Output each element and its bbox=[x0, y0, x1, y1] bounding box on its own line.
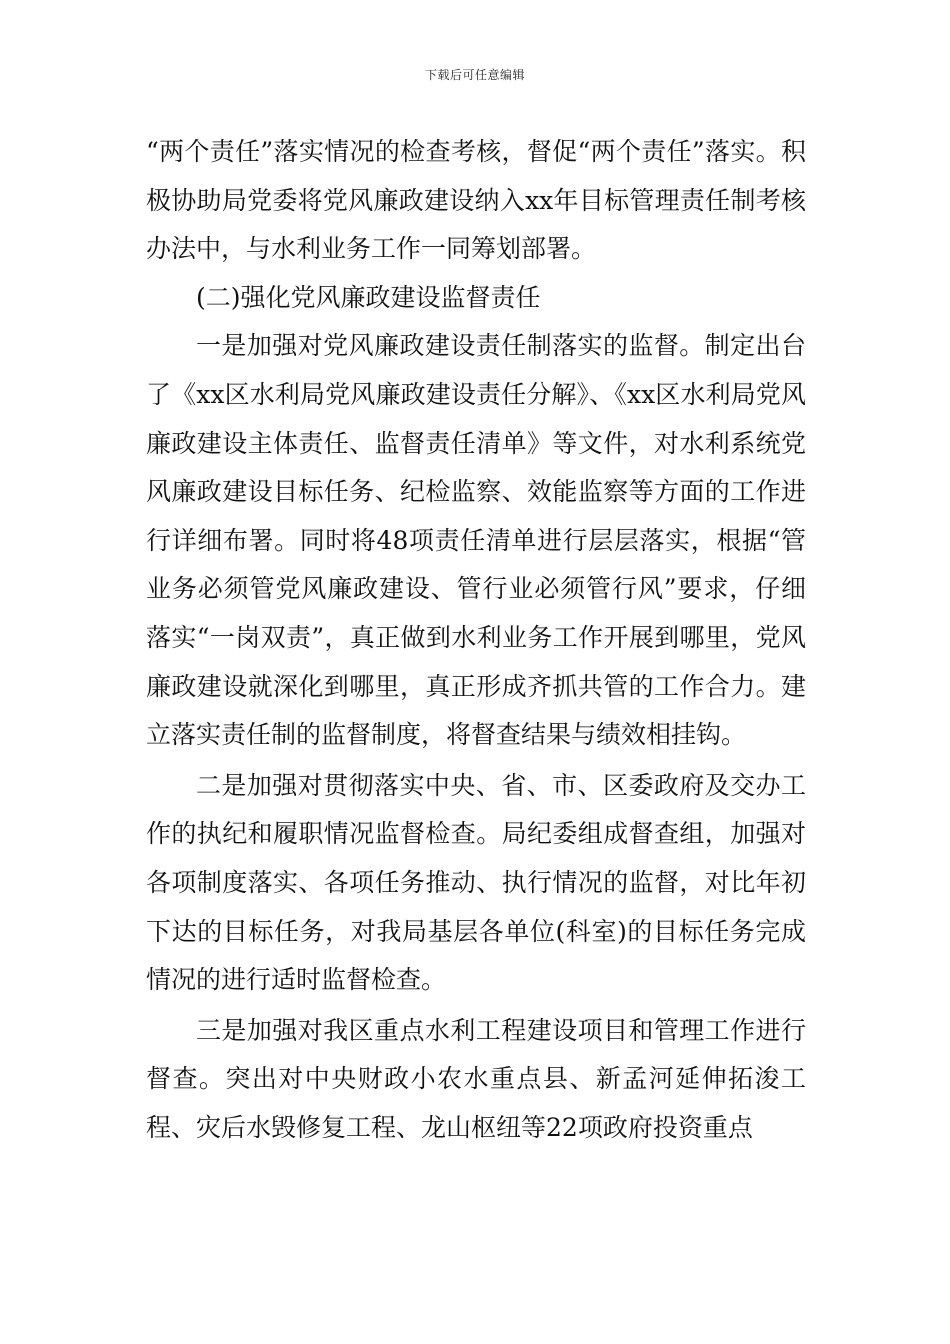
paragraph-item-three: 三是加强对我区重点水利工程建设项目和管理工作进行督查。突出对中央财政小农水重点县、新孟河延伸拓浚工程、灾后水毁修复工程、龙山枢纽等22项政府投资重点 bbox=[146, 1015, 806, 1142]
header-note: 下载后可任意编辑 bbox=[424, 68, 525, 82]
paragraph-continuation: “两个责任”落实情况的检查考核，督促“两个责任”落实。积极协助局党委将党风廉政建设纳入xx年目标管理责任制考核办法中，与水利业务工作一同筹划部署。 bbox=[146, 137, 806, 264]
paragraph-item-two: 二是加强对贯彻落实中央、省、市、区委政府及交办工作的执纪和履职情况监督检查。局纪委组成督查组，加强对各项制度落实、各项任务推动、执行情况的监督，对比年初下达的目标任务，对我局基层各单位(科室)的目标任务完成情况的进行适时监督检查。 bbox=[146, 770, 806, 995]
section-heading: (二)强化党风廉政建设监督责任 bbox=[196, 282, 541, 312]
paragraph-item-one: 一是加强对党风廉政建设责任制落实的监督。制定出台了《xx区水利局党风廉政建设责任分解》、《xx区水利局党风廉政建设主体责任、监督责任清单》等文件，对水利系统党风廉政建设目标任务、纪检监察、效能监察等方面的工作进行详细布署。同时将48项责任清单进行层层落实，根据“管业务必须管党风廉政建设、管行业必须管行风”要求，仔细落实“一岗双责”，真正做到水利业务工作开展到哪里，党风廉政建设就深化到哪里，真正形成齐抓共管的工作合力。建立落实责任制的监督制度，将督查结果与绩效相挂钩。 bbox=[146, 331, 806, 750]
body-text bbox=[146, 128, 806, 1152]
